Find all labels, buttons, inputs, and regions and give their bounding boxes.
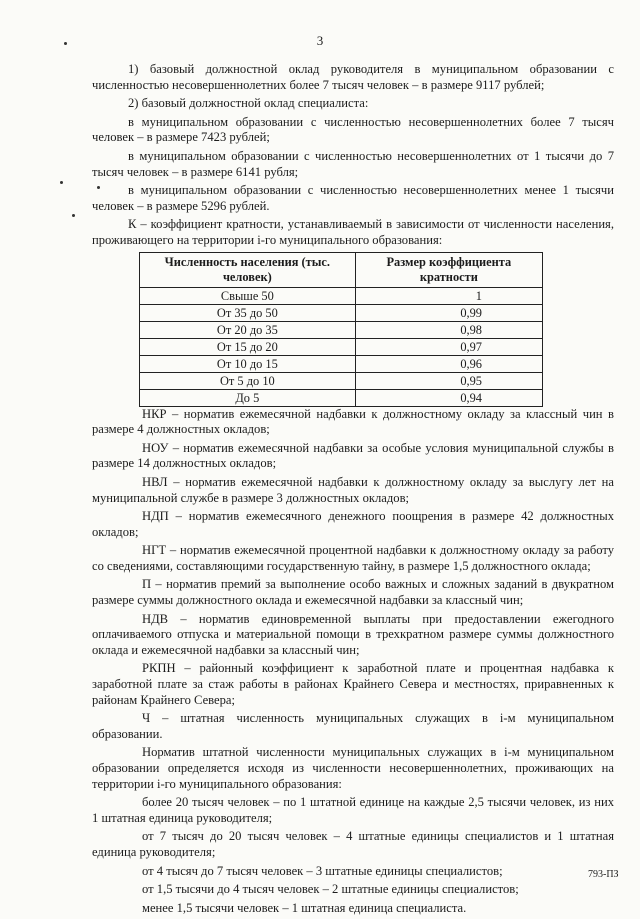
paragraph-base-salary-specialist: 2) базовый должностной оклад специалиста: xyxy=(128,96,369,111)
table-row xyxy=(140,389,543,406)
page-number: 3 xyxy=(316,33,324,48)
cell-coefficient: 0,94 xyxy=(355,389,542,406)
table-row xyxy=(140,304,543,321)
table-row xyxy=(140,321,543,338)
header-population: Численность населения (тыс. человек) xyxy=(140,252,356,287)
paragraph-nkr: НКР – норматив ежемесячной надбавки к должностному окладу за классный чин в размере 4 должностных окладов; xyxy=(92,406,614,437)
paragraph-rkpn: РКПН – районный коэффициент к заработной плате и процентная надбавка к заработной плате за стаж работы в районах Крайнего Севера и местностях, приравненных к районам Крайнего Севера; xyxy=(92,661,614,707)
table-row xyxy=(140,287,543,304)
paragraph-ndp: НДП – норматив ежемесячного денежного поощрения в размере 42 должностных окладов; xyxy=(92,509,614,539)
paragraph-4k-7k: от 4 тысяч до 7 тысяч человек – 3 штатные единицы специалистов; xyxy=(142,863,503,878)
table-row xyxy=(140,355,543,372)
paragraph-staff-norm: Норматив штатной численности муниципальных служащих в i-м муниципальном образовании определяется исходя из численности несовершеннолетних, проживающих на территории i-го муниципального образования: xyxy=(92,745,614,791)
paragraph-over-20k: более 20 тысяч человек – по 1 штатной единице на каждые 2,5 тысячи человек, из них 1 штатная единица руководителя; xyxy=(92,795,614,825)
table-row xyxy=(140,338,543,355)
cell-coefficient: 0,95 xyxy=(355,372,542,389)
cell-coefficient: 0,99 xyxy=(355,304,542,321)
cell-coefficient: 1 xyxy=(355,287,542,304)
cell-population: От 5 до 10 xyxy=(140,372,356,389)
cell-coefficient: 0,98 xyxy=(355,321,542,338)
paragraph-nou: НОУ – норматив ежемесячной надбавки за особые условия муниципальной службы в размере 14 должностных окладов; xyxy=(92,440,614,471)
cell-population: От 10 до 15 xyxy=(140,355,356,372)
paragraph-coefficient-k: К – коэффициент кратности, устанавливаемый в зависимости от численности населения, проживающего на территории i-го муниципального образования: xyxy=(92,217,614,247)
cell-population: От 15 до 20 xyxy=(140,338,356,355)
paragraph-under-1-5k: менее 1,5 тысячи человек – 1 штатная единица специалиста. xyxy=(142,900,467,915)
scan-speck xyxy=(64,42,67,45)
paragraph-specialist-over-7k: в муниципальном образовании с численностью несовершеннолетних более 7 тысяч человек – в размере 7423 рублей; xyxy=(92,114,614,145)
cell-coefficient: 0,96 xyxy=(355,355,542,372)
document-code: 793-ПЗ xyxy=(588,869,619,880)
scan-speck xyxy=(60,181,63,184)
header-coefficient: Размер коэффициента кратности xyxy=(355,252,542,287)
paragraph-7k-20k: от 7 тысяч до 20 тысяч человек – 4 штатные единицы специалистов и 1 штатная единица руководителя; xyxy=(92,829,614,859)
paragraph-ndv: НДВ – норматив единовременной выплаты при предоставлении ежегодного оплачиваемого отпуска и материальной помощи в трехкратном размере суммы должностного оклада и ежемесячной надбавки за классный чин; xyxy=(92,611,614,657)
paragraph-specialist-1k-7k: в муниципальном образовании с численностью несовершеннолетних от 1 тысячи до 7 тысяч человек – в размере 6141 рубля; xyxy=(92,148,614,179)
paragraph-specialist-under-1k: в муниципальном образовании с численностью несовершеннолетних менее 1 тысячи человек – в размере 5296 рублей. xyxy=(92,183,614,213)
cell-population: До 5 xyxy=(140,389,356,406)
cell-coefficient: 0,97 xyxy=(355,338,542,355)
paragraph-1-5k-4k: от 1,5 тысячи до 4 тысяч человек – 2 штатные единицы специалистов; xyxy=(142,882,519,897)
paragraph-base-salary-head: 1) базовый должностной оклад руководителя в муниципальном образовании с численностью несовершеннолетних более 7 тысяч человек – в размере 9117 рублей; xyxy=(92,62,614,92)
cell-population: Свыше 50 xyxy=(140,287,356,304)
cell-population: От 20 до 35 xyxy=(140,321,356,338)
table-header-row xyxy=(140,252,543,287)
document-body xyxy=(92,62,614,919)
paragraph-p: П – норматив премий за выполнение особо важных и сложных заданий в двукратном размере суммы должностного оклада и ежемесячной надбавки за классный чин; xyxy=(92,577,614,608)
paragraph-ngt: НГТ – норматив ежемесячной процентной надбавки к должностному окладу за работу со сведениями, составляющими государственную тайну, в размере 1,5 должностного оклада; xyxy=(92,543,614,573)
table-row xyxy=(140,372,543,389)
cell-population: От 35 до 50 xyxy=(140,304,356,321)
paragraph-ch: Ч – штатная численность муниципальных служащих в i-м муниципальном образовании. xyxy=(92,711,614,741)
scan-speck xyxy=(72,214,75,217)
coefficient-table xyxy=(139,252,543,407)
paragraph-nvl: НВЛ – норматив ежемесячной надбавки к должностному окладу за выслугу лет на муниципальной службе в размере 3 должностных окладов; xyxy=(92,474,614,505)
